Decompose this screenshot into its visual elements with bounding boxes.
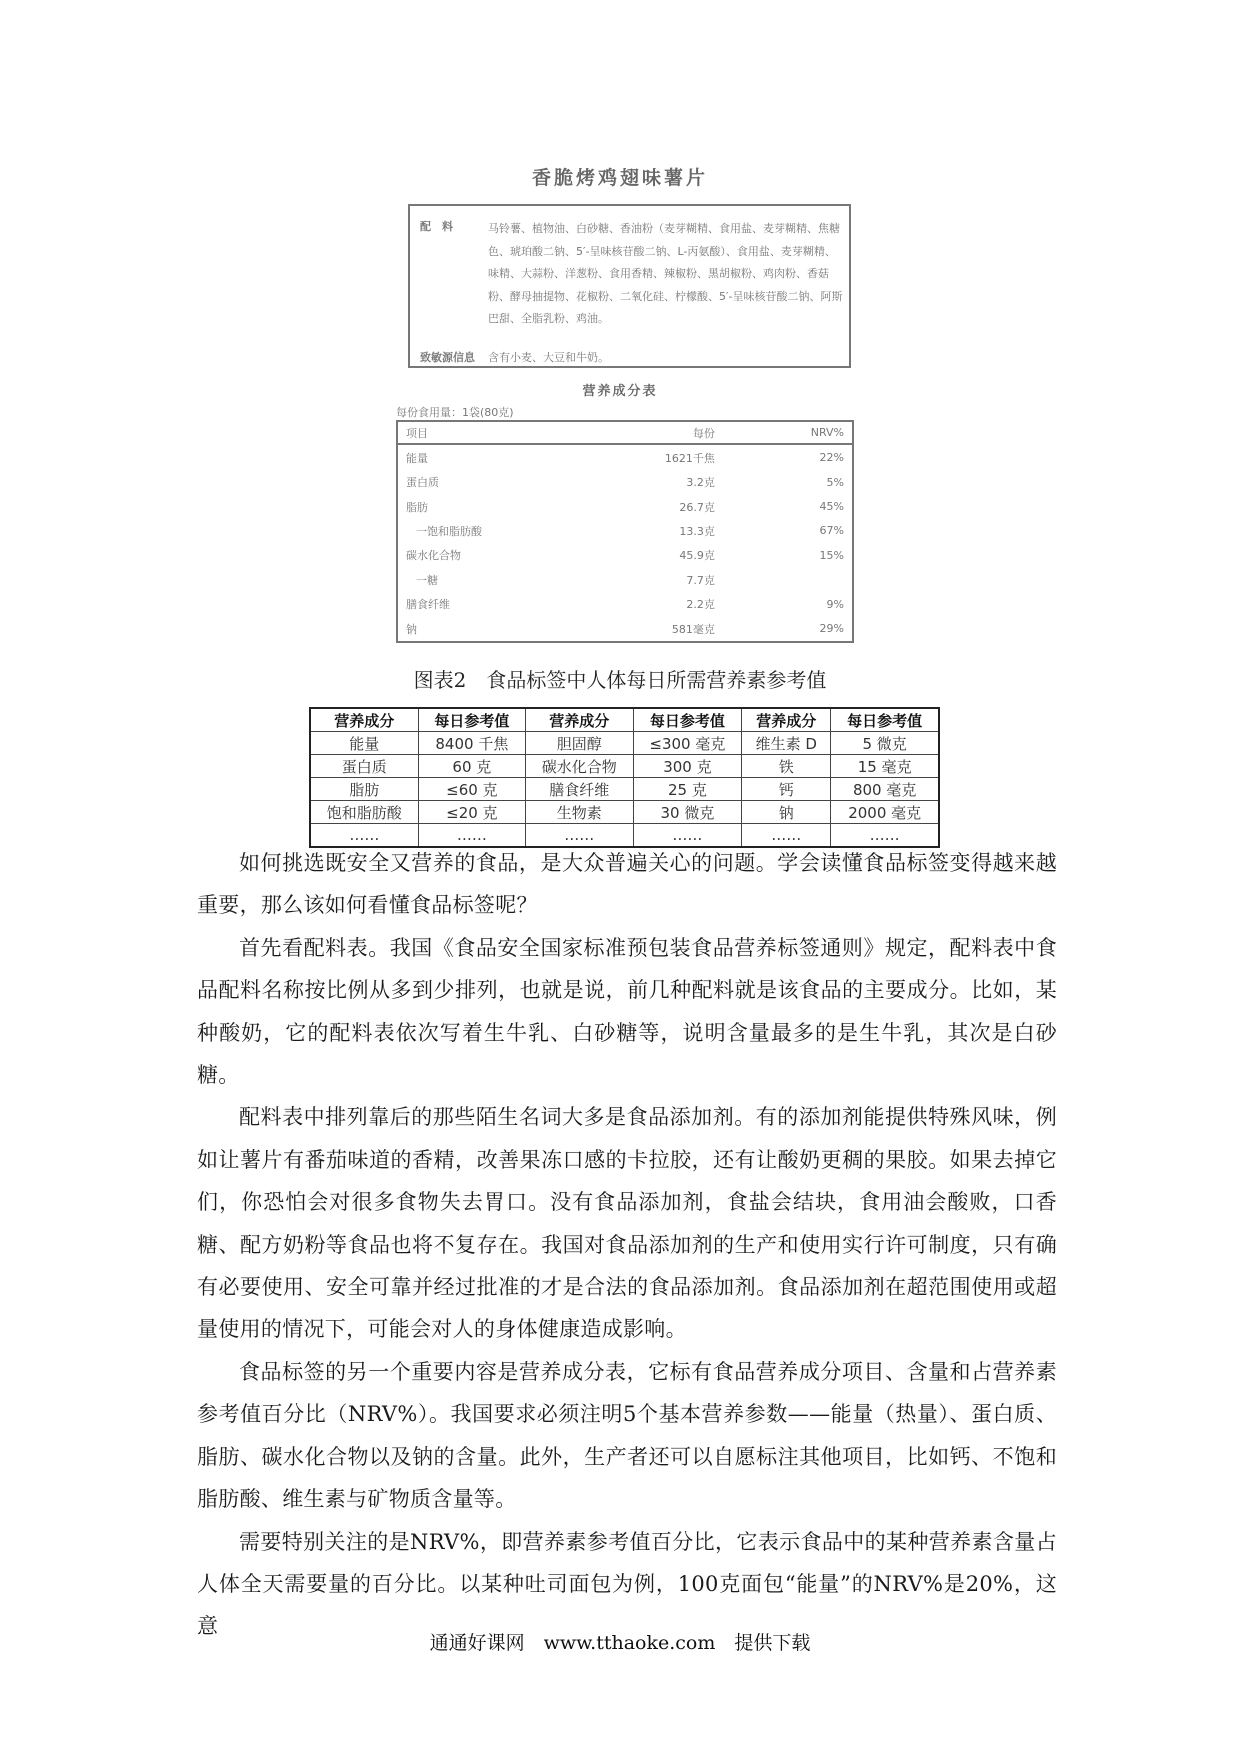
reference-cell: 膳食纤维 (526, 778, 633, 801)
reference-header: 每日参考值 (418, 708, 525, 732)
nutrition-value: 7.7克 (686, 573, 715, 587)
reference-cell: ≤300 毫克 (633, 732, 742, 755)
nutrition-value: 2.2克 (686, 598, 715, 612)
reference-header-row (310, 708, 939, 732)
nutrition-row (397, 444, 853, 470)
paragraph: 配料表中排列靠后的那些陌生名词大多是食品添加剂。有的添加剂能提供特殊风味，例如让薯片有番茄味道的香精，改善果冻口感的卡拉胶，还有让酸奶更稠的果胶。如果去掉它们，你恐怕会对很多食物失去胃口。没有食品添加剂，食盐会结块，食用油会酸败，口香糖、配方奶粉等食品也将不复存在。我国对食品添加剂的生产和使用实行许可制度，只有确有必要使用、安全可靠并经过批准的才是合法的食品添加剂。食品添加剂在超范围使用或超量使用的情况下，可能会对人的身体健康造成影响。 (197, 1105, 1057, 1342)
paragraph: 需要特别关注的是NRV%，即营养素参考值百分比，它表示食品中的某种营养素含量占人体全天需要量的百分比。以某种吐司面包为例，100克面包“能量”的NRV%是20%，这意 (197, 1529, 1057, 1639)
reference-header: 每日参考值 (831, 708, 939, 732)
paragraph: 首先看配料表。我国《食品安全国家标准预包装食品营养标签通则》规定，配料表中食品配料名称按比例从多到少排列，也就是说，前几种配料就是该食品的主要成分。比如，某种酸奶，它的配料表依次写着生牛乳、白砂糖等，说明含量最多的是生牛乳，其次是白砂糖。 (197, 935, 1057, 1088)
nutrition-row (397, 519, 853, 543)
nutrition-row (397, 470, 853, 494)
product-name: 香脆烤鸡翅味薯片 (531, 167, 708, 189)
nutrition-value: 1621千焦 (664, 451, 715, 465)
allergen-text: 含有小麦、大豆和牛奶。 (488, 351, 609, 364)
nutrition-nrv: 5% (826, 475, 844, 489)
nutrition-nrv: 45% (819, 500, 844, 514)
article-body (197, 842, 1057, 1648)
nutrition-value: 45.9克 (679, 549, 715, 563)
reference-header: 营养成分 (310, 708, 418, 732)
allergen-label: 致敏源信息 (420, 351, 475, 364)
nutrition-row (397, 568, 853, 592)
reference-header: 营养成分 (526, 708, 633, 732)
nutrition-nrv: 67% (819, 524, 844, 538)
nutrition-row (397, 617, 853, 643)
nutrition-row (397, 592, 853, 616)
reference-cell: 维生素 D (742, 732, 831, 755)
reference-cell: 钠 (742, 801, 831, 824)
reference-values-table (309, 707, 940, 848)
nutrition-value: 581毫克 (671, 622, 715, 636)
reference-cell: …… (418, 824, 525, 848)
reference-cell: 2000 毫克 (831, 801, 939, 824)
serving-size: 每份食用量：1袋(80克) (396, 406, 514, 419)
nutrition-header-row (397, 421, 853, 444)
paragraph: 食品标签的另一个重要内容是营养成分表，它标有食品营养成分项目、含量和占营养素参考值百分比（NRV%）。我国要求必须注明5个基本营养参数——能量（热量）、蛋白质、脂肪、碳水化合物以及钠的含量。此外，生产者还可以自愿标注其他项目，比如钙、不饱和脂肪酸、维生素与矿物质含量等。 (197, 1359, 1057, 1512)
reference-cell: 800 毫克 (831, 778, 939, 801)
nutrition-nrv: 9% (826, 597, 844, 611)
nutrition-item: 一饱和脂肪酸 (416, 524, 482, 538)
reference-cell: …… (310, 824, 418, 848)
reference-cell: 碳水化合物 (526, 755, 633, 778)
reference-cell: 30 微克 (633, 801, 742, 824)
nutrition-nrv: 29% (819, 622, 844, 636)
ingredients-box (408, 204, 851, 368)
reference-cell: …… (831, 824, 939, 848)
nutrition-row (397, 494, 853, 518)
reference-row (310, 778, 939, 801)
nutrition-row (397, 543, 853, 567)
nutrition-header-per-serving: 每份 (569, 421, 760, 444)
reference-cell: 生物素 (526, 801, 633, 824)
reference-cell: 饱和脂肪酸 (310, 801, 418, 824)
ingredients-label: 配 料 (420, 220, 453, 233)
nutrition-item: 膳食纤维 (406, 598, 450, 612)
reference-header: 每日参考值 (633, 708, 742, 732)
reference-cell: …… (742, 824, 831, 848)
reference-row (310, 755, 939, 778)
reference-cell: …… (633, 824, 742, 848)
reference-cell: 60 克 (418, 755, 525, 778)
nutrition-value: 26.7克 (679, 500, 715, 514)
nutrition-nrv: 15% (819, 548, 844, 562)
reference-cell: 能量 (310, 732, 418, 755)
reference-row (310, 732, 939, 755)
footer-credit: 通通好课网 www.tthaoke.com 提供下载 (429, 1632, 811, 1654)
nutrition-value: 3.2克 (686, 476, 715, 490)
reference-cell: 15 毫克 (831, 755, 939, 778)
reference-cell: 脂肪 (310, 778, 418, 801)
nutrition-item: 蛋白质 (406, 476, 439, 490)
paragraph: 如何挑选既安全又营养的食品，是大众普遍关心的问题。学会读懂食品标签变得越来越重要，那么该如何看懂食品标签呢？ (197, 851, 1057, 918)
reference-cell: 25 克 (633, 778, 742, 801)
reference-cell: …… (526, 824, 633, 848)
nutrition-value: 13.3克 (679, 524, 715, 538)
nutrition-header-nrv: NRV% (760, 421, 853, 444)
nutrition-item: 能量 (406, 451, 428, 465)
nutrition-item: 钠 (406, 622, 417, 636)
reference-cell: ≤60 克 (418, 778, 525, 801)
nutrition-table (396, 420, 854, 643)
nutrition-item: 脂肪 (406, 500, 428, 514)
reference-cell: 300 克 (633, 755, 742, 778)
nutrition-header-item: 项目 (397, 421, 569, 444)
reference-cell: 蛋白质 (310, 755, 418, 778)
reference-cell: 8400 千焦 (418, 732, 525, 755)
ingredients-text: 马铃薯、植物油、白砂糖、香油粉（麦芽糊精、食用盐、麦芽糊精、焦糖色、琥珀酸二钠、5′-呈味核苷酸二钠、L-丙氨酸）、食用盐、麦芽糊精、味精、大蒜粉、洋葱粉、食用香精、辣椒粉、黑胡椒粉、鸡肉粉、香菇粉、酵母抽提物、花椒粉、二氧化硅、柠檬酸、5′-呈味核苷酸二钠、阿斯巴甜、全脂乳粉、鸡油。 (488, 222, 843, 326)
reference-cell: 钙 (742, 778, 831, 801)
reference-cell: 5 微克 (831, 732, 939, 755)
reference-header: 营养成分 (742, 708, 831, 732)
nutrition-nrv: 22% (819, 451, 844, 465)
nutrition-nrv (760, 568, 853, 592)
nutrition-item: 碳水化合物 (406, 549, 461, 563)
reference-cell: 铁 (742, 755, 831, 778)
nutrition-title: 营养成分表 (582, 384, 658, 399)
reference-row (310, 801, 939, 824)
figure2-caption: 图表2 食品标签中人体每日所需营养素参考值 (413, 668, 827, 692)
reference-cell: 胆固醇 (526, 732, 633, 755)
nutrition-item: 一糖 (416, 573, 438, 587)
reference-cell: ≤20 克 (418, 801, 525, 824)
